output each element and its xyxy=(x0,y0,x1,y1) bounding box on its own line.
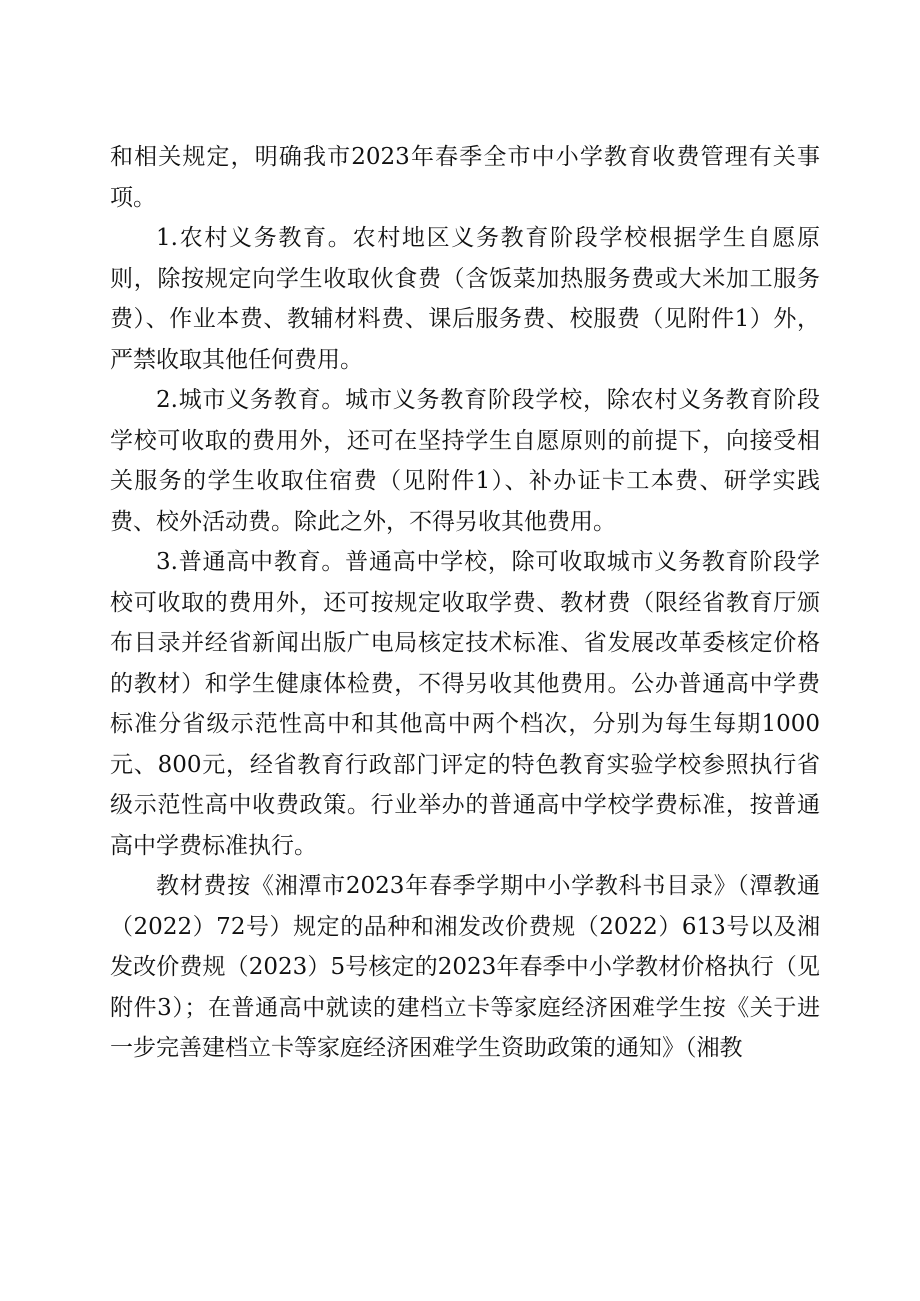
paragraph-high-school-education: 3.普通高中教育。普通高中学校，除可收取城市义务教育阶段学校可收取的费用外，还可按规定收取学费、教材费（限经省教育厅颁布目录并经省新闻出版广电局核定技术标准、省发展改革委核定价格的教材）和学生健康体检费，不得另收其他费用。公办普通高中学费标准分省级示范性高中和其他高中两个档次，分别为每生每期1000元、800元，经省教育行政部门评定的特色教育实验学校参照执行省级示范性高中收费政策。行业举办的普通高中学校学费标准，按普通高中学费标准执行。 xyxy=(110,549,820,859)
paragraph-urban-compulsory-education: 2.城市义务教育。城市义务教育阶段学校，除农村义务教育阶段学校可收取的费用外，还可在坚持学生自愿原则的前提下，向接受相关服务的学生收取住宿费（见附件1）、补办证卡工本费、研学实践费、校外活动费。除此之外，不得另收其他费用。 xyxy=(110,387,820,535)
paragraph-rural-compulsory-education: 1.农村义务教育。农村地区义务教育阶段学校根据学生自愿原则，除按规定向学生收取伙食费（含饭菜加热服务费或大米加工服务费）、作业本费、教辅材料费、课后服务费、校服费（见附件1）外，严禁收取其他任何费用。 xyxy=(110,225,820,373)
paragraph-textbook-fee: 教材费按《湘潭市2023年春季学期中小学教科书目录》（潭教通（2022）72号）规定的品种和湘发改价费规（2022）613号以及湘发改价费规（2023）5号核定的2023年春季中小学教材价格执行（见附件3）；在普通高中就读的建档立卡等家庭经济困难学生按《关于进一步完善建档立卡等家庭经济困难学生资助政策的通知》（湘教 xyxy=(110,873,820,1061)
paragraph-intro: 和相关规定，明确我市2023年春季全市中小学教育收费管理有关事项。 xyxy=(110,144,820,211)
document-body xyxy=(110,137,820,1069)
